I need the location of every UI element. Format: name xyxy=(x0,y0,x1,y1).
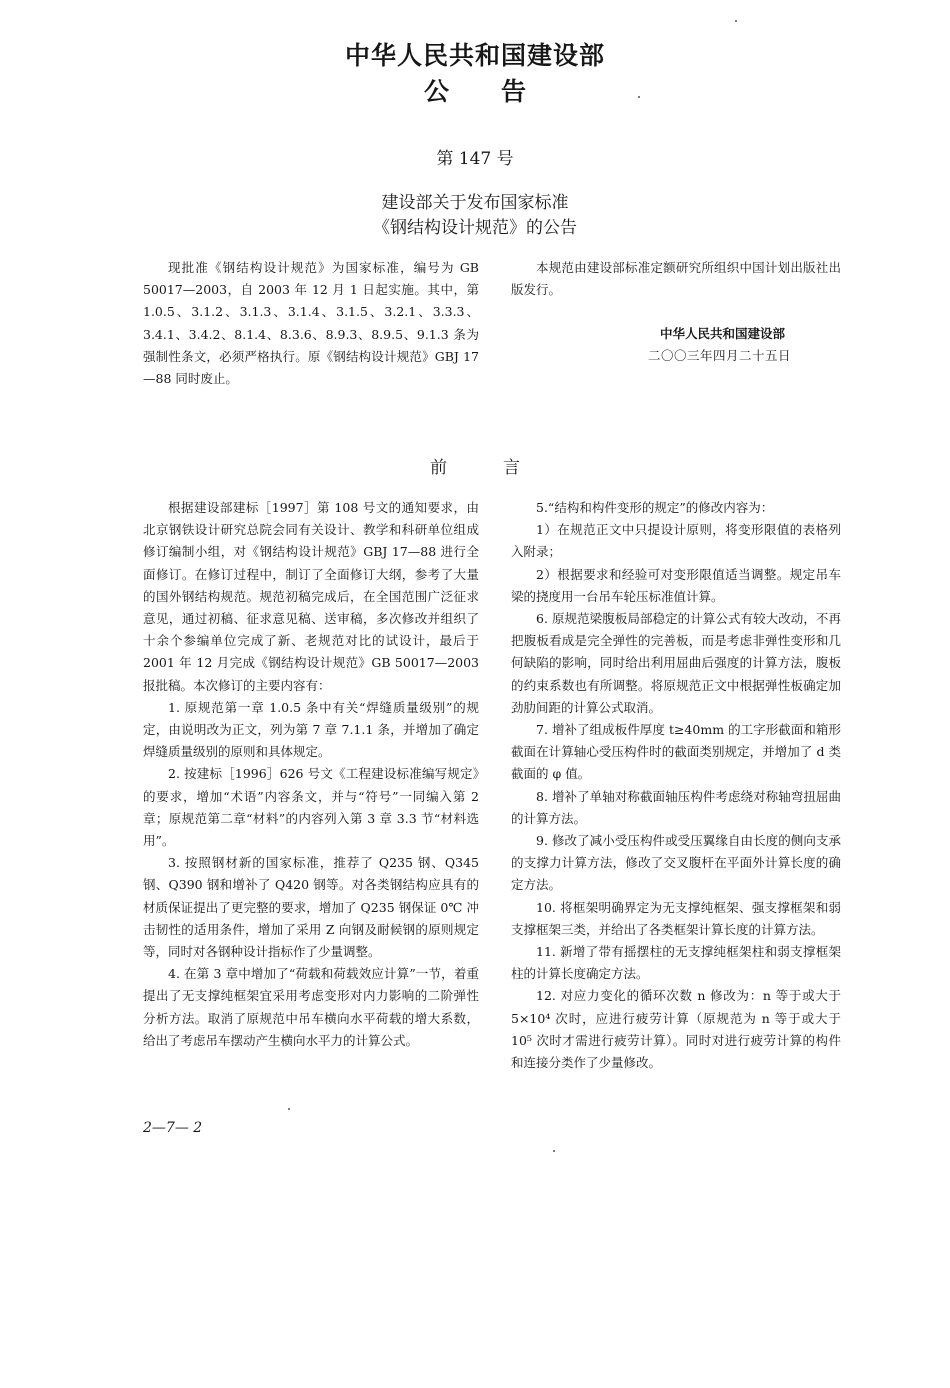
foreword-paragraph: 2. 按建标［1996］626 号文《工程建设标准编写规定》的要求，增加“术语”内容条文，并与“符号”一同编入第 2 章；原规范第二章“材料”的内容列入第 3 章 3.3 节“材料选用”。 xyxy=(143,766,479,849)
announcement-paragraph: 本规范由建设部标准定额研究所组织中国计划出版社出版发行。 xyxy=(511,260,841,298)
announcement-left-column xyxy=(143,257,479,390)
foreword-paragraph: 6. 原规范梁腹板局部稳定的计算公式有较大改动，不再把腹板看成是完全弹性的完善板，而是考虑非弹性变形和几何缺陷的影响，同时给出利用屈曲后强度的计算方法，腹板的约束系数也有所调整。将原规范正文中根据弹性板确定加劲肋间距的计算公式取消。 xyxy=(511,611,841,715)
announcement-heading-gong: 公 xyxy=(423,77,449,106)
announcement-title-line2: 《钢结构设计规范》的公告 xyxy=(373,218,577,238)
foreword-paragraph: 10. 将框架明确界定为无支撑纯框架、强支撑框架和弱支撑框架三类，并给出了各类框架计算长度的计算方法。 xyxy=(511,899,841,937)
foreword-paragraph: 1）在规范正文中只提设计原则，将变形限值的表格列入附录； xyxy=(511,522,841,560)
announcement-title-line1: 建设部关于发布国家标准 xyxy=(381,193,569,213)
foreword-right-column xyxy=(511,497,841,1074)
foreword-heading-yan: 言 xyxy=(503,458,520,478)
foreword-paragraph: 根据建设部建标［1997］第 108 号文的通知要求，由北京钢铁设计研究总院会同有关设计、教学和科研单位组成修订编制小组，对《钢结构设计规范》GBJ 17—88 进行全面修订。在修订过程中，制订了全面修订大纲，参考了大量的国外钢结构规范。规范初稿完成后，在全国范围广泛征求意见，通过初稿、征求意见稿、送审稿，多次修改并组织了十余个参编单位完成了新、老规范对比的试设计，最后于 2001 年 12 月完成《钢结构设计规范》GB 50017—2003 报批稿。本次修订的主要内容有： xyxy=(143,500,479,693)
foreword-heading-qian: 前 xyxy=(430,458,447,478)
foreword-left-column xyxy=(143,497,479,1052)
foreword-paragraph: 2）根据要求和经验可对变形限值适当调整。规定吊车梁的挠度用一台吊车轮压标准值计算。 xyxy=(511,566,841,604)
announcement-paragraph: 现批准《钢结构设计规范》为国家标准，编号为 GB 50017—2003，自 2003 年 12 月 1 日起实施。其中，第 1.0.5、3.1.2、3.1.3、3.1.4、3.1.5、3.2.1、3.3.3、3.4.1、3.4.2、8.1.4、8.3.6、8.9.3、8.9.5、9.1.3 条为强制性条文，必须严格执行。原《钢结构设计规范》GBJ 17—88 同时废止。 xyxy=(143,260,479,387)
signature-organization: 中华人民共和国建设部 xyxy=(660,326,786,341)
announcement-heading xyxy=(0,72,950,108)
foreword-paragraph: 7. 增补了组成板件厚度 t≥40mm 的工字形截面和箱形截面在计算轴心受压构件时的截面类别规定，并增加了 d 类截面的 φ 值。 xyxy=(511,722,841,782)
announcement-right-column xyxy=(511,257,841,301)
ministry-title: 中华人民共和国建设部 xyxy=(344,41,605,70)
foreword-paragraph: 11. 新增了带有摇摆柱的无支撑纯框架柱和弱支撑框架柱的计算长度确定方法。 xyxy=(511,944,841,982)
scan-speck xyxy=(288,1108,290,1110)
scan-speck xyxy=(735,20,737,22)
foreword-paragraph: 9. 修改了减小受压构件或受压翼缘自由长度的侧向支承的支撑力计算方法，修改了交叉腹杆在平面外计算长度的确定方法。 xyxy=(511,833,841,893)
foreword-paragraph: 12. 对应力变化的循环次数 n 修改为：n 等于或大于 5×10⁴ 次时，应进行疲劳计算（原规范为 n 等于或大于 10⁵ 次时才需进行疲劳计算）。同时对进行疲劳计算的构件和连接分类作了少量修改。 xyxy=(511,988,841,1071)
foreword-heading xyxy=(0,453,950,478)
scan-speck xyxy=(638,96,640,98)
foreword-paragraph: 4. 在第 3 章中增加了“荷载和荷载效应计算”一节，着重提出了无支撑纯框架宜采用考虑变形对内力影响的二阶弹性分析方法。取消了原规范中吊车横向水平荷载的增大系数，给出了考虑吊车摆动产生横向水平力的计算公式。 xyxy=(143,966,479,1048)
announcement-number: 第 147 号 xyxy=(436,149,514,169)
signature-date: 二〇〇三年四月二十五日 xyxy=(648,348,792,363)
foreword-paragraph: 1. 原规范第一章 1.0.5 条中有关“焊缝质量级别”的规定，由说明改为正文，列为第 7 章 7.1.1 条，并增加了确定焊缝质量级别的原则和具体规定。 xyxy=(143,699,479,760)
page-number: 2—7— 2 xyxy=(143,1120,203,1136)
scan-speck xyxy=(553,1150,555,1152)
foreword-paragraph: 3. 按照钢材新的国家标准，推荐了 Q235 钢、Q345 钢、Q390 钢和增补了 Q420 钢等。对各类钢结构应具有的材质保证提出了更完整的要求，增加了 Q235 钢保证 0℃ 冲击韧性的适用条件，增加了采用 Z 向钢及耐候钢的原则规定等，同时对各钢种设计指标作了少量调整。 xyxy=(143,855,479,960)
foreword-paragraph: 5.“结构和构件变形的规定”的修改内容为： xyxy=(536,500,774,515)
foreword-paragraph: 8. 增补了单轴对称截面轴压构件考虑绕对称轴弯扭屈曲的计算方法。 xyxy=(511,788,841,826)
announcement-heading-gao: 告 xyxy=(501,77,527,106)
